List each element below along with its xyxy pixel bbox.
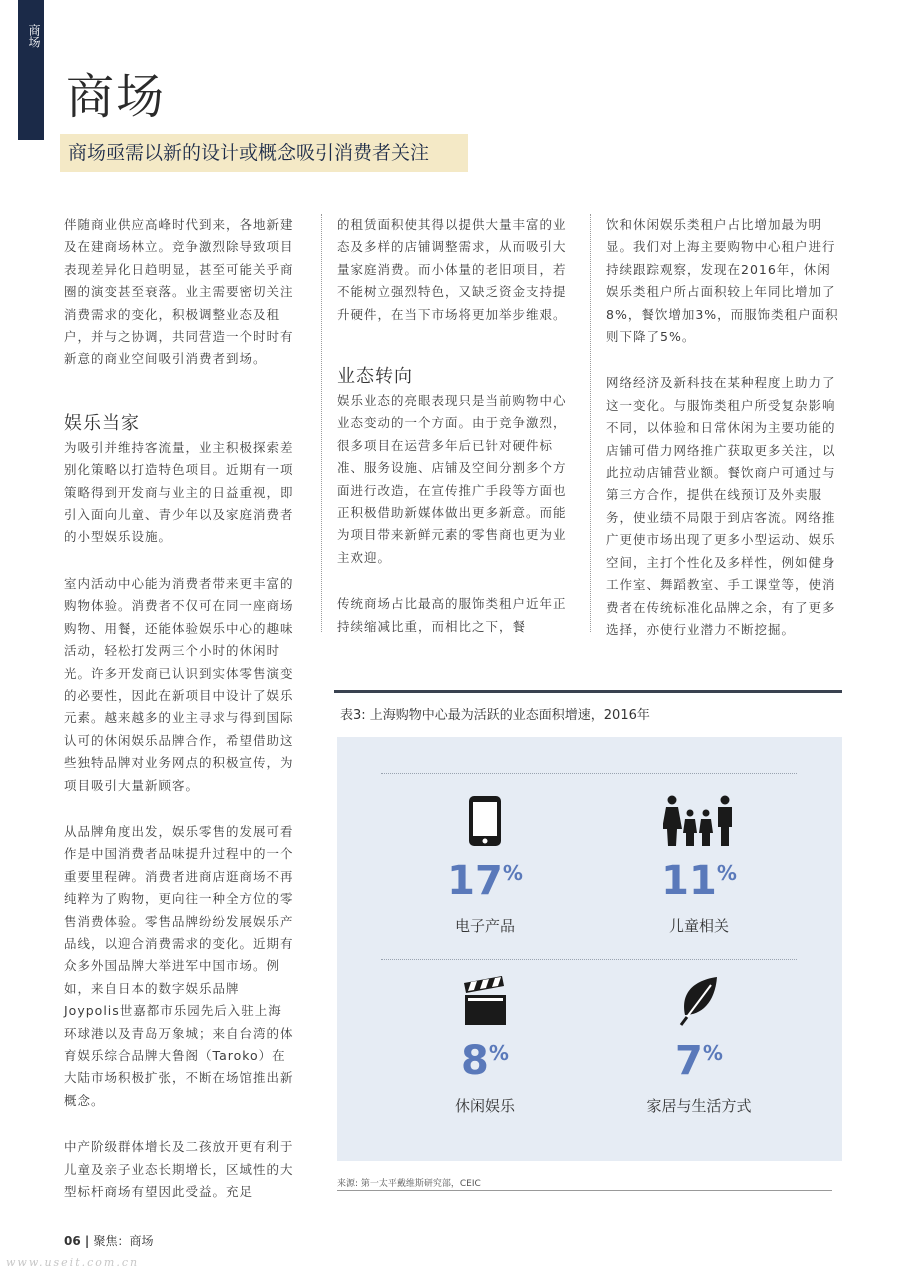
paragraph: 伴随商业供应高峰时代到来，各地新建及在建商场林立。竞争激烈除导致项目表现差异化日趋明显，甚至可能关乎商圈的演变甚至衰落。业主需要密切关注消费需求的变化，积极调整业态及租户，并与之协调，共同营造一个时时有新意的商业空间吸引消费者到场。 (64, 217, 294, 367)
leaf-icon (679, 975, 719, 1027)
paragraph: 从品牌角度出发，娱乐零售的发展可看作是中国消费者品味提升过程中的一个重要里程碑。消费者进商店逛商场不再纯粹为了购物，更向往一种全方位的零售消费体验。零售品牌纷纷发展娱乐产品线，以迎合消费需求的变化。近期有众多外国品牌大举进军中国市场。例如，来自日本的数字娱乐品牌Joypolis世嘉都市乐园先后入驻上海环球港以及青岛万象城；来自台湾的体育娱乐综合品牌大鲁阁（Taroko）在大陆市场积极扩张，不断在场馆推出新概念。 (64, 823, 294, 1108)
figure-title: 表3: 上海购物中心最为活跃的业态面积增速，2016年 (340, 708, 650, 723)
dotted-divider (381, 773, 797, 774)
stat-label: 休闲娱乐 (454, 1097, 515, 1115)
stat-value: 8% (461, 1038, 509, 1084)
stat-label: 家居与生活方式 (646, 1097, 752, 1115)
clapperboard-icon (462, 975, 508, 1027)
page-subtitle: 商场亟需以新的设计或概念吸引消费者关注 (60, 134, 468, 172)
stat-children (609, 795, 789, 936)
page-title: 商场 (66, 69, 167, 125)
stat-label: 儿童相关 (668, 917, 729, 935)
paragraph: 的租赁面积使其得以提供大量丰富的业态及多样的店铺调整需求，从而吸引大量家庭消费。而小体量的老旧项目，若不能树立强烈特色，又缺乏资金支持提升硬件，在当下市场将更加举步维艰。 (337, 217, 567, 322)
page-number: 06 (64, 1234, 81, 1248)
paragraph: 传统商场占比最高的服饰类租户近年正持续缩减比重，而相比之下，餐 (337, 596, 567, 634)
side-tab-label: 商场 (27, 24, 41, 48)
smartphone-icon (468, 795, 502, 847)
figure-panel (337, 737, 842, 1161)
source-rule (337, 1190, 832, 1191)
footer-separator: | (80, 1234, 94, 1248)
paragraph: 室内活动中心能为消费者带来更丰富的购物体验。消费者不仅可在同一座商场购物、用餐，还能体验娱乐中心的趣味活动，轻松打发两三个小时的休闲时光。许多开发商已认识到实体零售演变的必要性，因此在新项目中设计了娱乐元素。越来越多的业主寻求与得到国际认可的休闲娱乐品牌合作，希望借助这些独特品牌对业务网点的积极宣传，为项目吸引大量新顾客。 (64, 575, 294, 793)
column-divider (590, 214, 591, 632)
stat-leisure (395, 975, 575, 1116)
watermark: www.useit.com.cn (6, 1256, 140, 1269)
paragraph: 为吸引并维持客流量，业主积极探索差别化策略以打造特色项目。近期有一项策略得到开发商与业主的日益重视，即引入面向儿童、青少年以及家庭消费者的小型娱乐设施。 (64, 439, 294, 545)
section-heading-entertainment: 娱乐当家 (64, 412, 140, 434)
text-column-1 (64, 214, 294, 1203)
dotted-divider (381, 959, 797, 960)
side-section-tab (18, 0, 44, 140)
stat-value: 11% (661, 858, 737, 904)
paragraph: 饮和休闲娱乐类租户占比增加最为明显。我们对上海主要购物中心租户进行持续跟踪观察，发现在2016年，休闲娱乐类租户所占面积较上年同比增加了8%，餐饮增加3%，而服饰类租户面积则下降了5%。 (606, 217, 839, 345)
stat-home-lifestyle (609, 975, 789, 1116)
stat-value: 7% (675, 1038, 723, 1084)
page-footer (64, 1232, 153, 1249)
footer-section: 聚焦：商场 (93, 1234, 154, 1248)
text-column-3 (606, 214, 842, 641)
figure-source: 来源: 第一太平戴维斯研究部，CEIC (337, 1179, 481, 1189)
paragraph: 网络经济及新科技在某种程度上助力了这一变化。与服饰类租户所受复杂影响不同，以体验和日常休闲为主要功能的店铺可借力网络推广获取更多关注，以此拉动店铺营业额。餐饮商户可通过与第三方合作，提供在线预订及外卖服务，使业绩不局限于到店客流。网络推广更使市场出现了更多小型运动、娱乐空间，主打个性化及多样性，例如健身工作室、舞蹈教室、手工课堂等，使消费者在传统标准化品牌之余，有了更多选择，亦使行业潜力不断挖掘。 (606, 375, 836, 637)
stat-electronics (395, 795, 575, 936)
paragraph: 娱乐业态的亮眼表现只是当前购物中心业态变动的一个方面。由于竞争激烈，很多项目在运营多年后已针对硬件标准、服务设施、店铺及空间分割多个方面进行改造，在宣传推广手段等方面也正积极借助新媒体做出更多新意。而能为项目带来新鲜元素的零售商也更为业主欢迎。 (337, 393, 567, 565)
family-icon (663, 795, 735, 847)
text-column-2 (337, 214, 569, 638)
paragraph: 中产阶级群体增长及二孩放开更有利于儿童及亲子业态长期增长，区域性的大型标杆商场有望因此受益。充足 (64, 1139, 294, 1200)
figure-top-rule (334, 690, 842, 693)
stat-label: 电子产品 (454, 917, 515, 935)
section-heading-format-shift: 业态转向 (337, 366, 413, 388)
stat-value: 17% (447, 858, 523, 904)
column-divider (321, 214, 322, 632)
